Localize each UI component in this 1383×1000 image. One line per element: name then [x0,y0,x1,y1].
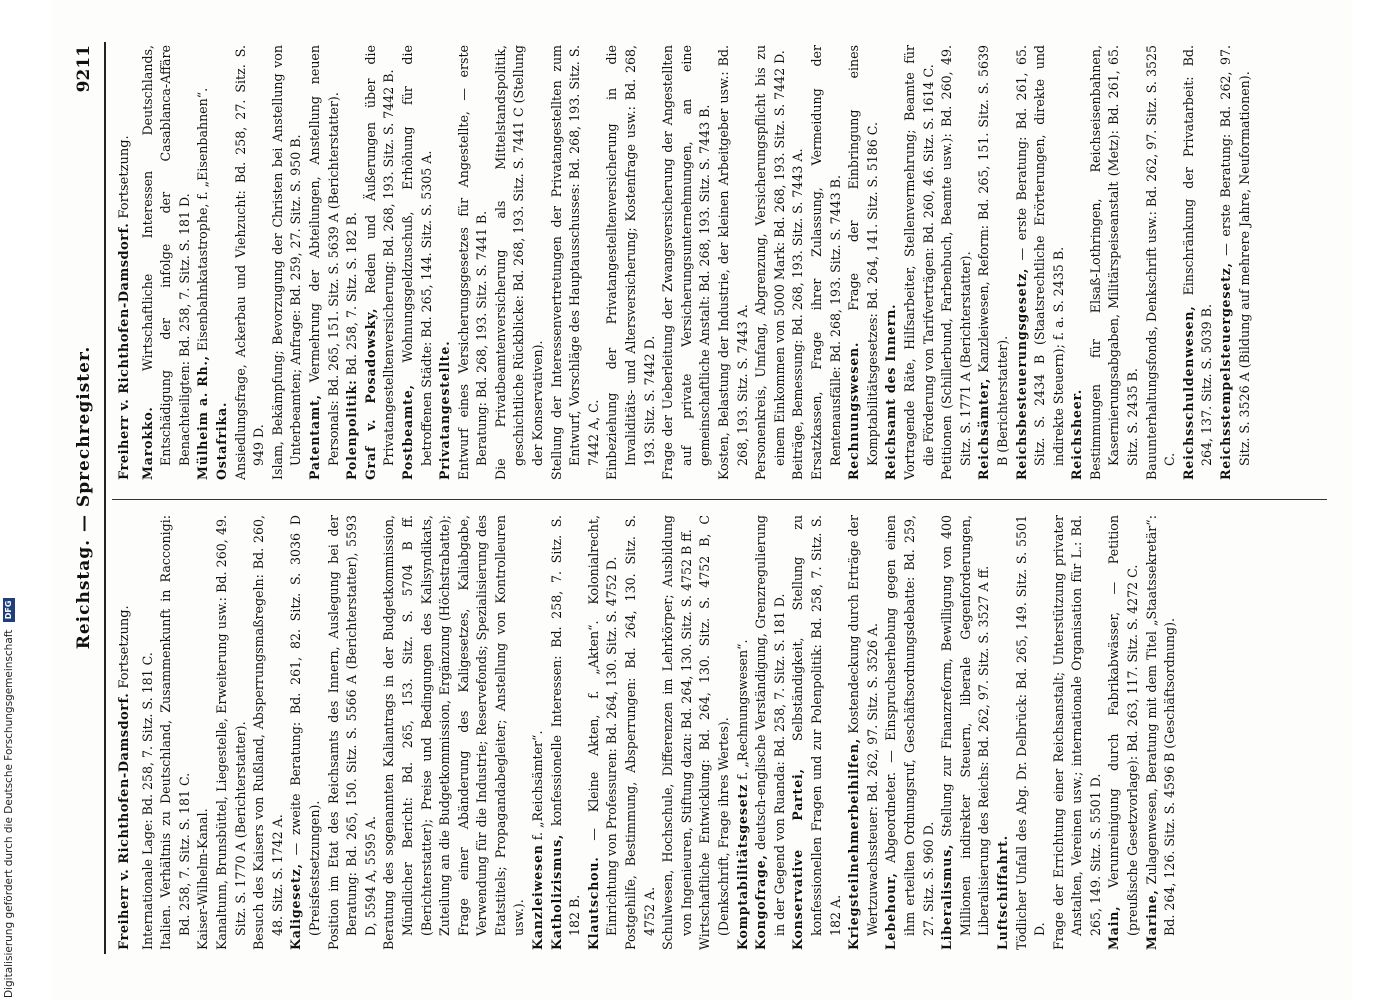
register-entry [975,45,1012,480]
register-entry [1105,515,1142,950]
register-entry [622,515,659,950]
register-entry [715,45,752,480]
running-head-left: Reichstag. [74,538,94,650]
register-entry [213,45,232,480]
register-entry [789,45,808,480]
register-entry [585,515,622,950]
entry-keyword: Main, [1106,905,1122,950]
entry-text: Ansiedlungsfrage, Ackerbau und Viehzucht: Bd. 258, 27. Sitz. S. 949 D. [232,45,267,480]
entry-text: — Kleine Akten, f. „Akten“. Kolonialrecht, Einrichtung von Professuren: Bd. 264, 130. Sitz. S. 4752 D. [585,515,620,936]
register-entry [1217,45,1254,480]
speaker-name: Freiherr v. Richthofen-Damsdorf. [117,222,132,480]
entry-text: — erste Beratung: Bd. 262, 97. Sitz. S. 3526 A (Bildung auf mehrere Jahre, Neuformationen). [1218,45,1252,466]
register-entry [194,45,213,480]
rotated-register-page [52,0,1352,1000]
entry-keyword: Komptabilitätsgesetz [734,783,750,950]
register-entry [882,45,901,480]
register-entry [882,515,938,950]
page-header [74,45,100,950]
register-entry [696,515,733,950]
entry-text: — zweite Beratung: Bd. 261, 82. Sitz. S. 3036 D (Preisfestsetzungen). [288,515,322,936]
entry-text: f. „Rechnungswesen“. [734,639,750,780]
left-column [116,515,1326,950]
entry-keyword: Reichsamt des Innern. [883,303,899,480]
entry-text: Wohnungsgeldzuschuß, Erhöhung für die betroffenen Städte: Bd. 265, 144. Sitz. S. 5305 A. [399,45,434,466]
entry-text: Vortragende Räte, Hilfsarbeiter, Stellenvermehrung; Beamte für die Förderung von Tarifverträgen: Bd. 260, 46. Sitz. S. 1614 C. [901,45,936,480]
register-entry [380,515,529,950]
entry-keyword: Luftschiffahrt. [994,835,1010,950]
entry-text: Ersatzkassen, Frage ihrer Zulassung, Vermeidung der Rentenausfälle: Bd. 268, 193. Sitz. S. 7443 B. [808,45,843,480]
digitization-note [2,598,16,998]
register-entry [362,45,399,480]
register-entry [194,515,213,950]
register-entry [789,515,845,950]
register-entry [548,515,585,950]
entry-keyword: Reichsheer. [1069,388,1085,480]
column-heading [116,45,135,480]
register-entry [938,45,975,480]
register-entry [287,515,324,950]
entry-keyword: Kongofrage, [753,854,769,950]
register-entry [752,515,789,950]
entry-text: Stellung zur Finanzreform, Bewilligung von 400 Millionen indirekter Steuern, liberale Gegenforderungen, Liberalisierung des Reichs: Bd. 262, 97. Sitz. S. 3527 A ff. [939,515,992,936]
entry-text: Wirtschaftliche Interessen Deutschlands, Entschädigung der infolge der Casablanca-Affäre Benachteiligten: Bd. 258, 7. Sitz. S. 181 D. [139,45,192,466]
entry-keyword: Patentamt, [306,394,322,480]
entry-list [139,515,1180,950]
register-entry [1068,45,1087,480]
register-entry [1180,45,1217,480]
entry-text: Italien. Verhältnis zu Deutschland, Zusammenkunft in Racconigi: Bd. 258, 7. Sitz. S. 181 C. [158,515,192,950]
entry-keyword: Marokko. [139,406,155,480]
register-entry [603,45,659,480]
register-entry [1143,45,1180,480]
entry-keyword: Reichsschuldenwesen, [1180,305,1196,480]
entry-text: konfessionelle Interessen: Bd. 258, 7. Sitz. S. 182 B. [548,515,583,936]
entry-keyword: Polenpolitik: [344,379,360,480]
register-entry [399,45,436,480]
entry-text: — erste Beratung: Bd. 261, 65. Sitz. S. 2434 B (Staatsrechtliche Erörterungen, direkte und indirekte Steuern); f. a. S. 2435 B. [1013,45,1066,466]
entry-text: Einschränkung der Privatarbeit: Bd. 264, 137. Sitz. S. 5039 B. [1180,45,1215,466]
entry-text: Petitionen (Schillerbund, Farbenbuch, Beamte usw.): Bd. 260, 49. Sitz. S. 1771 A (Berichterstatter). [939,45,973,480]
continuation-label: Fortsetzung. [117,605,132,689]
entry-keyword: Katholizismus, [548,833,564,950]
register-entry [250,515,287,950]
entry-text: Kosten, Belastung der Industrie, der kleinen Arbeitgeber usw.: Bd. 268, 193. Sitz. S. 7443 A. [716,45,750,480]
entry-text: Frage der Einbringung eines Komptabilitätsgesetzes: Bd. 264, 141. Sitz. S. 5186 C. [846,45,880,466]
entry-text: Eisenbahnkatastrophe, f. „Eisenbahnen“. [195,87,211,352]
entry-text: deutsch-englische Verständigung, Grenzregulierung in der Gegend von Ruanda: Bd. 258, 7. Sitz. S. 181 D. [753,515,787,936]
register-entry [232,45,269,480]
entry-text: Selbständigkeit, Stellung zu konfessionellen Fragen und zur Polenpolitik: Bd. 258, 7. Sitz. S. 182 A. [790,515,843,936]
entry-text: Entwurf eines Versicherungsgesetzes für Angestellte, — erste Beratung: Bd. 268, 193. Sitz. S. 7441 B. [455,45,490,480]
continuation-label: Fortsetzung. [117,135,132,219]
running-head [74,45,94,950]
register-entry [1143,515,1180,950]
entry-text: Kaiser-Wilhelm-Kanal. [195,808,211,950]
entry-keyword: Mülheim a. Rh., [195,355,211,480]
register-entry [901,45,938,480]
dfg-logo: DFG [3,598,15,623]
entry-text: Beratung des sogenannten Kaliantrags in der Budgetkommission, Mündlicher Bericht: Bd. 265, 153. Sitz. S. 5704 B ff. (Berichterstatter); Preise und Bedingungen des Kalisyndikats, Zuteilung an die Budgetkommission, Ergänzung (Höchstrabatte); Frage einer Abänderung des Kaligesetzes, Kaliabgabe, Verwendung für die Industrie; Reservefonds; Spezialisierung des Etatstitels; Propagandabegleiter; Anstellung von Kontrolleuren usw.). [381,515,527,950]
right-column [116,45,1326,480]
register-entry [436,45,455,480]
entry-keyword: Liberalismus, [939,843,955,950]
entry-keyword: Kaligesetz, [288,863,304,950]
entry-keyword: Marine, [1143,889,1159,950]
entry-text: Frage der Errichtung einer Reichsanstalt; Unterstützung privater Anstalten, Vereinen usw.; internationale Organisation für L.: Bd. 265, 149. Sitz. S. 5501 D. [1050,515,1103,950]
entry-keyword: Kriegsteilnehmerbeihilfen, [846,737,862,950]
entry-text: Internationale Lage: Bd. 258, 7. Sitz. S. 181 C. [139,652,155,950]
entry-keyword: Reichsämter, [976,377,992,480]
register-entry [808,45,845,480]
entry-text: Schulwesen, Hochschule, Differenzen im Lehrkörper; Ausbildung von Ingenieuren, Stiftung dazu: Bd. 264, 130. Sitz. S. 4752 B ff. [660,515,694,950]
entry-text: Reden und Äußerungen über die Privatangestelltenversicherung: Bd. 268, 193. Sitz. S. 7442 B. [362,45,397,466]
entry-keyword: Rechnungswesen. [846,341,862,480]
entry-keyword: Kanzleiwesen [530,844,546,950]
register-entry [659,45,715,480]
register-entry [455,45,492,480]
entry-text: Kanzleiwesen, Reform: Bd. 265, 151. Sitz. S. 5639 B (Berichterstatter). [976,45,1010,466]
register-entry [659,515,696,950]
entry-text: Zulagenwesen, Beratung mit dem Titel „Staatssekretär“: Bd. 264, 126. Sitz. S. 4596 B (Geschäftsordnung). [1143,515,1178,936]
register-entry [1050,515,1106,950]
running-head-center: — Sprechregister. [74,345,94,532]
entry-text: Position im Etat des Reichsamts des Innern, Auslegung bei der Beratung: Bd. 265, 150. Sitz. S. 5566 A (Berichterstatter), 5593 D, 5594 A, 5595 A. [325,515,378,950]
entry-text: Stellung der Interessenvertretungen der Privatangestellten zum Entwurf, Vorschläge des Hauptausschusses: Bd. 268, 193. Sitz. S. 7442 A, C. [548,45,601,480]
entry-text: Postgehilfe, Bestimmung, Absperrungen: Bd. 264, 130. Sitz. S. 4752 A. [623,515,657,950]
entry-text: Vermehrung der Abteilungen, Anstellung neuen Personals: Bd. 265, 151. Sitz. S. 5639 A (Berichterstatter). [306,45,341,466]
entry-keyword: Reichsstempelsteuergesetz, [1218,262,1234,480]
register-entry [306,45,343,480]
register-entry [213,515,250,950]
entry-text: Verunreinigung durch Fabrikabwässer, — Petition (preußische Gesetzvorlage): Bd. 263, 117. Sitz. S. 4272 C. [1106,515,1141,936]
register-entry [325,515,381,950]
entry-text: Beiträge, Bemessung: Bd. 268, 193. Sitz. S. 7443 A. [790,148,806,480]
register-entry [492,45,548,480]
register-entry [1013,515,1050,950]
entry-keyword: Lebehour, [883,872,899,950]
entry-keyword: Reichsbesteuerungsgesetz, [1013,267,1029,480]
register-entry [845,515,882,950]
entry-list [139,45,1255,480]
entry-text: Personenkreis, Umfang, Abgrenzung, Versicherungspflicht bis zu einem Einkommen von 5000 Mark: Bd. 268, 193. Sitz. S. 7442 D. [753,45,787,480]
entry-text: Kanaltunn, Brunsbüttel, Liegestelle, Erweiterung usw.: Bd. 260, 49. Sitz. S. 1770 A (Berichterstatter). [213,515,248,950]
entry-text: Frage der Ueberleitung der Zwangsversicherung der Angestellten auf private Versicherungsunternehmungen, an eine gemeinschaftliche Anstalt: Bd. 268, 193. Sitz. S. 7443 B. [660,45,713,480]
entry-keyword: Ostafrika. [213,401,229,480]
register-entry [269,45,306,480]
entry-keyword: Klautschou. [585,856,601,950]
header-rule [104,42,106,954]
register-entry [157,515,194,950]
register-entry [529,515,548,950]
register-entry [938,515,994,950]
column-heading [116,515,135,950]
entry-text: Besuch des Kaisers von Rußland, Absperrungsmaßregeln: Bd. 260, 48. Sitz. S. 1742 A. [251,515,285,950]
entry-keyword: Konservative Partei, [790,768,806,950]
entry-keyword: Postbeamte, [399,384,415,480]
column-divider [112,499,1327,500]
entry-text: Wirtschaftliche Entwicklung: Bd. 264, 130. Sitz. S. 4752 B, C (Denkschrift, Frage ihres Wertes). [697,515,731,950]
entry-text: Bd. 258, 7. Sitz. S. 182 B. [344,212,360,376]
register-entry [752,45,789,480]
entry-keyword: Graf v. Posadowsky, [362,307,378,480]
register-entry [139,515,158,950]
register-entry [1013,45,1069,480]
entry-text: Die Privatbeamtenversicherung als Mittelstandspolitik, geschichtliche Rückblicke: Bd. 268, 193. Sitz. S. 7441 C (Stellung der Konservativen). [492,45,546,480]
entry-keyword: Privatangestellte. [437,340,453,480]
register-entry [734,515,753,950]
register-entry [548,45,604,480]
entry-text: Kostendeckung durch Erträge der Wertzuwachssteuer: Bd. 262, 97. Sitz. S. 3526 A. [846,515,880,936]
register-entry [139,45,195,480]
entry-text: Bauunterhaltungsfonds, Denkschrift usw.: Bd. 262, 97. Sitz. S. 3525 C. [1143,45,1178,480]
entry-text: f. „Reichsämter“. [530,730,546,841]
entry-text: Einbeziehung der Privatangestelltenversicherung in die Invaliditäts- und Altersversicherung; Kostenfrage usw.: Bd. 268, 193. Sitz. S. 7442 D. [604,45,657,480]
digitization-text: Digitalisierung gefördert durch die Deutsche Forschungsgemeinschaft [3,629,15,998]
speaker-name: Freiherr v. Richthofen-Damsdorf. [117,692,132,950]
register-entry [994,515,1013,950]
register-entry [845,45,882,480]
entry-text: Bestimmungen für Elsaß-Lothringen, Reichseisenbahnen, Kasernierungsabgaben, Militärspeiseanstalt (Metz): Bd. 261, 65. Sitz. S. 2435 B. [1087,45,1141,480]
entry-text: Islam, Bekämpfung; Bevorzugung der Christen bei Anstellung von Unterbeamten; Anfrage: Bd. 259, 27. Sitz. S. 950 B. [269,45,304,480]
register-entry [343,45,362,480]
page-number: 9211 [74,45,94,93]
entry-text: Tödlicher Unfall des Abg. Dr. Delbrück: Bd. 265, 149. Sitz. S. 5501 D. [1013,515,1048,950]
entry-text: Abgeordneter. — Einspruchserhebung gegen einen ihm erteilten Ordnungsruf, Geschäftsordnungsdebatte: Bd. 259, 27. Sitz. S. 960 D. [883,515,936,936]
register-entry [1087,45,1143,480]
